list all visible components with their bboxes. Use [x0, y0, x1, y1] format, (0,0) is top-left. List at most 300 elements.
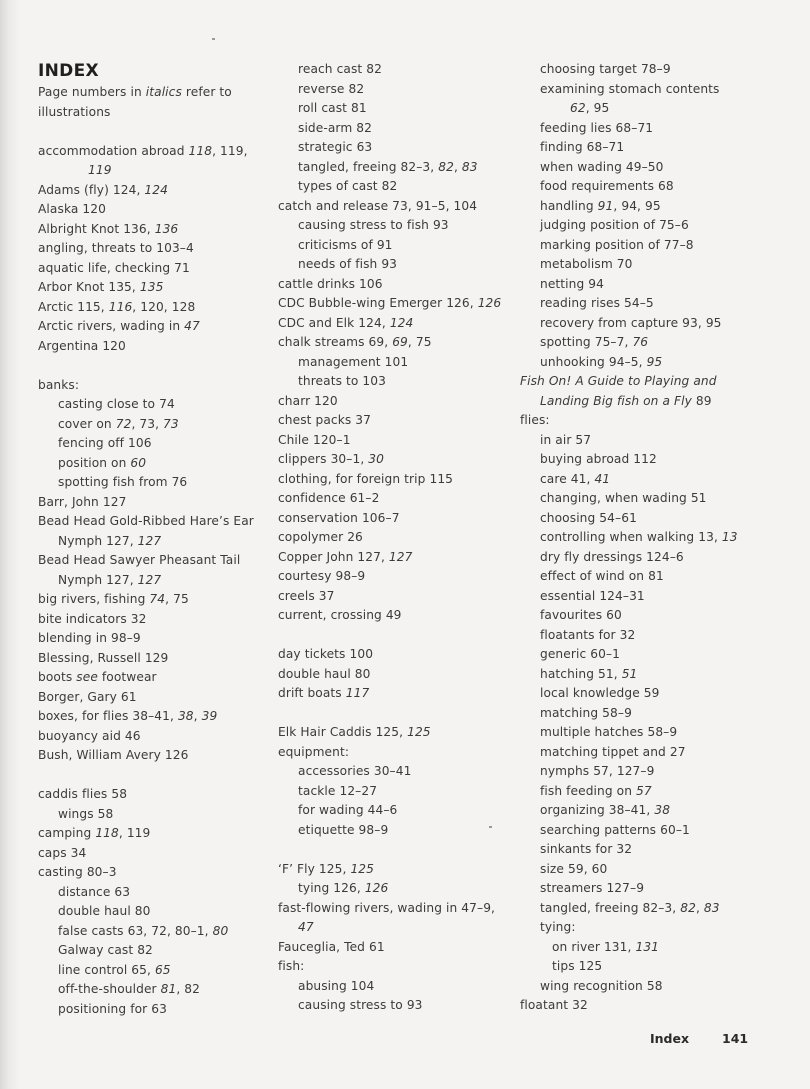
index-subentry [520, 197, 766, 217]
index-entry [38, 200, 284, 220]
index-subentry [520, 684, 766, 704]
index-entry [38, 551, 284, 571]
entry-text: buying abroad 112 [540, 452, 657, 466]
page-ref-italic: 131 [635, 939, 660, 954]
spacer [278, 626, 524, 646]
index-entry [38, 337, 284, 357]
index-column-1 [38, 60, 284, 1019]
page-ref-italic: see [76, 670, 98, 684]
index-subentry [38, 941, 284, 961]
entry-text: choosing 54–61 [540, 510, 637, 525]
index-subentry [278, 801, 524, 821]
entry-text: floatant 32 [520, 998, 588, 1012]
index-subentry [520, 431, 766, 451]
entry-text: reach cast 82 [298, 62, 382, 76]
entry-text: spotting fish from 76 [58, 475, 188, 489]
index-entry [38, 824, 284, 844]
entry-text: tangled, freeing 82–3, [298, 159, 439, 174]
index-subentry [520, 782, 766, 802]
page-ref-italic: 47 [184, 319, 200, 333]
page-ref-italic: 65 [154, 962, 171, 977]
index-subentry [520, 489, 766, 509]
index-entry [38, 668, 284, 688]
index-entry [278, 509, 524, 529]
page-ref-italic: 118 [188, 143, 213, 158]
entry-text: abusing 104 [298, 978, 375, 993]
index-heading: INDEX [38, 61, 99, 81]
entry-text: effect of wind on 81 [540, 569, 664, 583]
index-entry [38, 181, 284, 201]
index-column-3 [520, 60, 766, 1016]
index-entry [38, 590, 284, 610]
entry-text: footwear [97, 670, 157, 684]
entry-text: matching 58–9 [540, 705, 632, 720]
index-subentry [520, 723, 766, 743]
page-ref-italic: 119 [88, 163, 112, 177]
index-subentry [520, 665, 766, 685]
entry-text: chalk streams 69, [278, 335, 393, 349]
entry-text: , [453, 159, 462, 174]
index-entry [278, 957, 524, 977]
page-ref-italic: 51 [621, 666, 638, 681]
entry-text: false casts 63, 72, 80–1, [58, 923, 213, 938]
entry-text: Borger, Gary 61 [38, 689, 137, 704]
index-subentry [520, 275, 766, 295]
entry-text: , 73, [131, 416, 164, 431]
entry-text: Arbor Knot 135, [38, 280, 140, 294]
index-entries [38, 142, 284, 1020]
entry-text: aquatic life, checking 71 [38, 260, 190, 275]
spacer [38, 766, 284, 786]
index-subentry [38, 415, 284, 435]
index-entry [38, 863, 284, 883]
entry-text: dry fly dressings 124–6 [540, 549, 684, 564]
entry-text: Arctic rivers, wading in [38, 319, 185, 333]
index-entry [38, 785, 284, 805]
page-ref-italic: 95 [646, 354, 663, 369]
index-entry [38, 707, 284, 727]
entry-text: boxes, for flies 38–41, [38, 709, 178, 723]
index-subentry [278, 80, 524, 100]
index-subentry [278, 138, 524, 158]
entry-text: Galway cast 82 [58, 943, 153, 957]
index-subentry [520, 450, 766, 470]
index-entry [278, 587, 524, 607]
page-number: 141 [722, 1031, 749, 1046]
index-subentry [520, 840, 766, 860]
index-entry [38, 278, 284, 298]
entry-text: Bead Head Sawyer Pheasant Tail [38, 553, 241, 567]
index-subentry [278, 353, 524, 373]
index-entry [520, 372, 766, 392]
entry-text: off-the-shoulder [58, 982, 161, 996]
page-ref-italic: 126 [477, 296, 502, 310]
index-entry [278, 333, 524, 353]
entry-text: equipment: [278, 744, 350, 759]
index-subentry [278, 236, 524, 256]
index-entry [278, 645, 524, 665]
entry-text: side-arm 82 [298, 120, 372, 135]
footer-section-label: Index [650, 1031, 690, 1046]
entry-text: day tickets 100 [278, 647, 374, 661]
entry-text: etiquette 98–9 [298, 822, 389, 837]
index-subentry [520, 60, 766, 80]
page-ref-italic: 127 [137, 572, 162, 587]
page-ref-italic: 38 [177, 709, 194, 723]
entry-text: blending in 98–9 [38, 631, 141, 645]
index-subentry [278, 821, 524, 841]
page-ref-italic: 81 [160, 982, 177, 996]
entry-text: wing recognition 58 [540, 978, 663, 993]
index-subentry [278, 216, 524, 236]
index-subentry [38, 961, 284, 981]
entry-text: feeding lies 68–71 [540, 120, 654, 135]
entry-text: reading rises 54–5 [540, 296, 654, 310]
entry-text: , 82 [176, 982, 201, 996]
entry-text: controlling when walking 13, [540, 530, 722, 544]
index-subentry [520, 762, 766, 782]
page-ref-italic: 74 [149, 592, 166, 606]
page-ref-italic: 47 [298, 920, 314, 934]
entry-text: drift boats [278, 686, 346, 700]
index-subentry [38, 1000, 284, 1020]
entry-text: banks: [38, 377, 80, 392]
index-subentry [520, 158, 766, 178]
entry-text: wings 58 [58, 806, 114, 821]
index-subentry [520, 294, 766, 314]
entry-text: Bush, William Avery 126 [38, 748, 189, 762]
index-entry [278, 411, 524, 431]
index-entry [38, 688, 284, 708]
entry-text: threats to 103 [298, 374, 386, 388]
entry-text: organizing 38–41, [540, 803, 655, 817]
entry-text: , 75 [407, 335, 432, 349]
entry-text: casting 80–3 [38, 865, 117, 879]
entry-text: fish: [278, 959, 305, 973]
index-subentry [520, 509, 766, 529]
intro-text: refer to [181, 85, 232, 99]
entry-text: Fauceglia, Ted 61 [278, 939, 385, 954]
page-ref-italic: 116 [108, 299, 133, 314]
page-ref-italic: 124 [389, 315, 414, 330]
entry-text: choosing target 78–9 [540, 62, 671, 76]
entry-text: for wading 44–6 [298, 803, 398, 817]
index-entry [38, 376, 284, 396]
page-ref-italic: 13 [721, 530, 738, 544]
entry-text: CDC Bubble-wing Emerger 126, [278, 296, 478, 310]
index-subentry [520, 216, 766, 236]
index-subentry [520, 801, 766, 821]
page-ref-italic: Fish On! A Guide to Playing and [520, 374, 717, 388]
entry-text: conservation 106–7 [278, 510, 400, 525]
index-subentry [278, 177, 524, 197]
entry-text: distance 63 [58, 884, 131, 899]
entry-text: Blessing, Russell 129 [38, 650, 169, 665]
entry-text: essential 124–31 [540, 588, 645, 603]
entry-text: Copper John 127, [278, 549, 389, 564]
index-entry [278, 743, 524, 763]
index-entry [278, 606, 524, 626]
index-column-2 [278, 60, 524, 1016]
entry-text: changing, when wading 51 [540, 491, 707, 505]
entry-text: Chile 120–1 [278, 432, 351, 447]
index-entry [278, 470, 524, 490]
index-entry [38, 317, 284, 337]
index-entry [278, 528, 524, 548]
entry-text: line control 65, [58, 962, 155, 977]
index-subentry [520, 314, 766, 334]
entry-text: fish feeding on [540, 783, 637, 798]
index-subentry [278, 918, 524, 938]
entry-text: tying: [540, 920, 576, 934]
page-ref-italic: 83 [703, 900, 720, 915]
spacer [278, 840, 524, 860]
entry-text: bite indicators 32 [38, 611, 147, 626]
entry-text: strategic 63 [298, 140, 373, 154]
page-ref-italic: 125 [407, 725, 431, 739]
index-entry [278, 899, 524, 919]
index-subentry [520, 236, 766, 256]
page-ref-italic: 91 [597, 198, 614, 213]
entry-text: boots [38, 670, 77, 684]
entry-text: on river 131, [552, 939, 636, 954]
entry-text: accommodation abroad [38, 143, 189, 158]
entry-text: , 95 [585, 101, 610, 115]
index-entry [38, 746, 284, 766]
entry-text: casting close to 74 [58, 397, 175, 411]
entry-text: Albright Knot 136, [38, 221, 155, 236]
entry-text: Argentina 120 [38, 338, 126, 353]
entry-text: clippers 30–1, [278, 452, 369, 466]
entry-text: marking position of 77–8 [540, 237, 694, 252]
entry-text: cover on [58, 416, 116, 431]
page-ref-italic: 83 [461, 159, 478, 174]
entry-text: creels 37 [278, 588, 335, 603]
page-ref-italic: 82 [680, 900, 696, 915]
entry-text: searching patterns 60–1 [540, 822, 690, 837]
entry-text: favourites 60 [540, 608, 622, 622]
index-entry [278, 450, 524, 470]
index-entry [278, 431, 524, 451]
entry-text: , 120, 128 [132, 299, 196, 314]
index-entry [38, 844, 284, 864]
entry-text: clothing, for foreign trip 115 [278, 471, 454, 486]
index-subentry [520, 567, 766, 587]
entry-text: Elk Hair Caddis 125, [278, 725, 408, 739]
index-entry [278, 294, 524, 314]
entry-text: tips 125 [552, 959, 603, 973]
index-subentry [38, 161, 284, 181]
entry-text: hatching 51, [540, 666, 622, 681]
entry-text: management 101 [298, 354, 409, 369]
entry-text: cattle drinks 106 [278, 276, 383, 291]
index-subentry [38, 902, 284, 922]
index-subentry [520, 333, 766, 353]
entry-text: generic 60–1 [540, 647, 620, 661]
index-entry [278, 684, 524, 704]
print-speck [489, 826, 492, 828]
index-subentry [520, 138, 766, 158]
index-subentry [520, 99, 766, 119]
entry-text: position on [58, 455, 131, 470]
index-subentry [38, 395, 284, 415]
entry-text: food requirements 68 [540, 179, 674, 193]
page-ref-italic: 30 [368, 452, 385, 466]
index-subentry [38, 473, 284, 493]
entry-text: examining stomach contents [540, 81, 720, 96]
index-subentry [520, 957, 766, 977]
entry-text: local knowledge 59 [540, 686, 660, 700]
entry-text: charr 120 [278, 393, 338, 408]
page-ref-italic: 82 [438, 159, 454, 174]
index-subentry [520, 528, 766, 548]
index-subentry [520, 938, 766, 958]
index-subentry [38, 454, 284, 474]
spacer [38, 122, 284, 142]
page-ref-italic: 127 [137, 533, 162, 548]
index-entry [278, 392, 524, 412]
page-ref-italic: 127 [388, 549, 413, 564]
index-subentry [520, 177, 766, 197]
index-subentry [520, 606, 766, 626]
entry-text: Bead Head Gold-Ribbed Hare’s Ear [38, 514, 254, 528]
index-entry [278, 275, 524, 295]
index-subentry [38, 532, 284, 552]
index-entry [278, 197, 524, 217]
index-subentry [520, 470, 766, 490]
entry-text: multiple hatches 58–9 [540, 725, 678, 739]
entry-text: , 119 [118, 826, 151, 840]
entry-text: finding 68–71 [540, 140, 625, 154]
index-entry [38, 493, 284, 513]
entry-text: handling [540, 198, 598, 213]
entry-text: tackle 12–27 [298, 783, 378, 798]
entry-text: buoyancy aid 46 [38, 728, 141, 743]
index-subentry [520, 645, 766, 665]
index-subentry [520, 821, 766, 841]
index-subentry [278, 119, 524, 139]
entry-text: , 119, [212, 143, 248, 158]
index-subentry [520, 548, 766, 568]
intro-italic: italics [145, 85, 182, 99]
index-subentry [38, 883, 284, 903]
entry-text: causing stress to 93 [298, 998, 423, 1012]
entry-text: CDC and Elk 124, [278, 315, 390, 330]
index-subentry [278, 99, 524, 119]
intro-line: illustrations [38, 104, 111, 119]
entry-text: spotting 75–7, [540, 335, 633, 349]
entry-text: big rivers, fishing [38, 592, 150, 606]
index-entry [278, 938, 524, 958]
entry-text: flies: [520, 413, 550, 427]
entry-text: reverse 82 [298, 81, 365, 96]
entry-text: sinkants for 32 [540, 842, 633, 856]
entry-text: when wading 49–50 [540, 159, 664, 174]
index-subentry [520, 80, 766, 100]
page-ref-italic: 117 [345, 686, 370, 700]
entry-text: accessories 30–41 [298, 764, 412, 778]
index-subentry [520, 918, 766, 938]
entry-text: Nymph 127, [58, 533, 138, 548]
page-ref-italic: 125 [350, 861, 374, 876]
index-entry [38, 649, 284, 669]
index-subentry [38, 571, 284, 591]
index-entry [38, 610, 284, 630]
index-subentry [38, 980, 284, 1000]
page-ref-italic: 136 [154, 221, 179, 236]
entry-text: unhooking 94–5, [540, 354, 647, 369]
page-ref-italic: 57 [636, 783, 652, 798]
spacer [278, 704, 524, 724]
page-ref-italic: 72 [115, 416, 132, 431]
index-entry [278, 314, 524, 334]
spacer [38, 356, 284, 376]
page-ref-italic: 38 [654, 803, 671, 817]
entry-text: in air 57 [540, 432, 592, 447]
entry-text: matching tippet and 27 [540, 744, 686, 759]
entry-text: , [193, 709, 202, 723]
entry-text: recovery from capture 93, 95 [540, 315, 722, 330]
entry-text: , 94, 95 [613, 198, 661, 213]
page-ref-italic: 126 [364, 881, 389, 895]
page-ref-italic: 118 [95, 826, 119, 840]
index-entry [278, 665, 524, 685]
index-subentry [520, 879, 766, 899]
entry-text: double haul 80 [58, 904, 151, 918]
entry-text: , 75 [165, 592, 189, 606]
page-ref-italic: 62 [570, 101, 586, 115]
page-ref-italic: 69 [392, 335, 408, 349]
entry-text: caps 34 [38, 845, 87, 860]
entry-text: chest packs 37 [278, 413, 372, 427]
entry-text: needs of fish 93 [298, 257, 398, 271]
index-subentry [278, 879, 524, 899]
entry-text: confidence 61–2 [278, 491, 380, 505]
print-speck [212, 38, 215, 40]
index-subentry [38, 434, 284, 454]
page-ref-italic: 124 [144, 182, 168, 197]
index-subentry [520, 587, 766, 607]
index-subentry [278, 158, 524, 178]
page-ref-italic: Landing Big fish on a Fly [540, 393, 692, 408]
index-subentry [520, 977, 766, 997]
index-subentry [278, 255, 524, 275]
index-subentry [278, 372, 524, 392]
entry-text: Adams (fly) 124, [38, 182, 145, 197]
entry-text: tying 126, [298, 881, 365, 895]
entry-text: metabolism 70 [540, 257, 633, 271]
index-entry [278, 567, 524, 587]
page-ref-italic: 41 [594, 471, 611, 486]
entry-text: fast-flowing rivers, wading in 47–9, [278, 900, 496, 915]
entry-text: positioning for 63 [58, 1001, 167, 1016]
entry-text: copolymer 26 [278, 530, 363, 544]
page-ref-italic: 76 [632, 335, 649, 349]
index-entry [278, 723, 524, 743]
index-subentry [520, 119, 766, 139]
entry-text: double haul 80 [278, 666, 371, 681]
entry-text: floatants for 32 [540, 627, 636, 642]
entry-text: judging position of 75–6 [540, 218, 689, 232]
entry-text: caddis flies 58 [38, 787, 128, 801]
entry-text: , [695, 900, 704, 915]
entry-text: camping [38, 826, 96, 840]
index-entry [38, 142, 284, 162]
page-ref-italic: 135 [139, 280, 164, 294]
entry-text: types of cast 82 [298, 179, 398, 193]
index-subentry [520, 626, 766, 646]
index-entries [278, 60, 524, 1016]
